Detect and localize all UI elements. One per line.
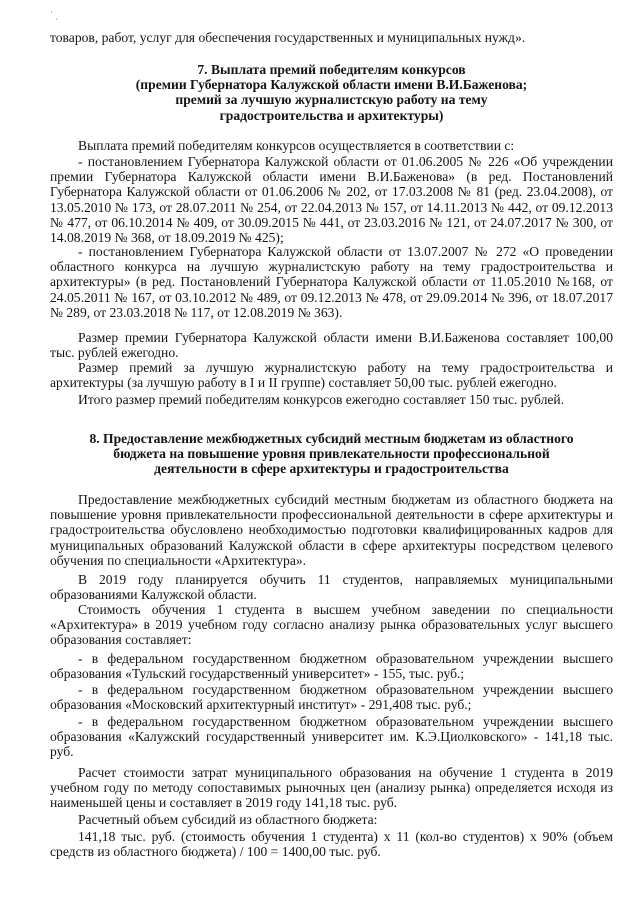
paragraph: - в федеральном государственном бюджетном образовательном учреждении высшего образования «Калужский государственный университет им. К.Э.Циолковского» - 141,18 тыс. руб. [50, 714, 613, 760]
paragraph: - постановлением Губернатора Калужской области от 13.07.2007 № 272 «О проведении областного конкурса на лучшую журналистскую работу на тему градостроительства и архитектуры» (в ред. Постановлений Губернатора Калужской области от 11.05.2010 №168, от 24.05.2011 № 167, от 03.10.2012 № 489, от 09.12.2013 № 478, от 29.09.2014 № 396, от 18.07.2017 № 289, от 23.03.2018 № 117, от 12.08.2019 № 363). [50, 244, 613, 320]
paragraph: Итого размер премий победителям конкурсов ежегодно составляет 150 тыс. рублей. [78, 392, 565, 407]
section-7-title-line: (премии Губернатора Калужской области имени В.И.Баженова; [135, 77, 528, 93]
paragraph: Расчетный объем субсидий из областного бюджета: [78, 812, 378, 827]
paragraph: - в федеральном государственном бюджетном образовательном учреждении высшего образования «Тульский государственный университет» - 155, тыс. руб.; [50, 651, 613, 682]
section-8-title [60, 431, 603, 477]
paragraph: Стоимость обучения 1 студента в высшем учебном заведении по специальности «Архитектура» в 2019 учебном году согласно анализу рынка образовательных услуг высшего образования составляет: [50, 602, 613, 648]
paragraph: Расчет стоимости затрат муниципального образования на обучение 1 студента в 2019 учебном году по методу сопоставимых рыночных цен (анализу рынка) определяется исходя из наименьшей цены и составляет в 2019 году 141,18 тыс. руб. [50, 765, 613, 811]
section-7-title-line: 7. Выплата премий победителям конкурсов [197, 62, 466, 77]
paragraph: - в федеральном государственном бюджетном образовательном учреждении высшего образования «Московский архитектурный институт» - 291,408 тыс. руб.; [50, 682, 613, 713]
paragraph: Размер премий за лучшую журналистскую работу на тему градостроительства и архитектуры (за лучшую работу в I и II группе) составляет 50,00 тыс. рублей ежегодно. [50, 360, 613, 391]
paragraph: Выплата премий победителям конкурсов осуществляется в соответствии с: [78, 138, 515, 153]
section-7-title [60, 62, 603, 123]
section-7-title-line: градостроительства и архитектуры) [219, 107, 444, 123]
continuation-line: товаров, работ, услуг для обеспечения государственных и муниципальных нужд». [50, 30, 526, 45]
paragraph: 141,18 тыс. руб. (стоимость обучения 1 студента) x 11 (кол-во студентов) x 90% (объем средств из областного бюджета) / 100 = 1400,00 тыс. руб. [50, 829, 613, 860]
section-8-title-line: деятельности в сфере архитектуры и градостроительства [154, 461, 509, 477]
paragraph: - постановлением Губернатора Калужской области от 01.06.2005 № 226 «Об учреждении премии Губернатора Калужской области имени В.И.Баженова» (в ред. Постановлений Губернатора Калужской области от 01.06.2006 № 202, от 17.03.2008 № 81 (ред. 23.04.2008), от 13.05.2010 № 173, от 28.07.2011 № 254, от 22.04.2013 № 157, от 14.11.2013 № 442, от 09.12.2013 № 477, от 06.10.2014 № 409, от 30.09.2015 № 441, от 23.03.2016 № 121, от 24.07.2017 № 300, от 14.08.2019 № 368, от 18.09.2019 № 425); [50, 154, 613, 246]
paragraph: Размер премии Губернатора Калужской области имени В.И.Баженова составляет 100,00 тыс. рублей ежегодно. [50, 330, 613, 361]
section-7-title-line: премий за лучшую журналистскую работу на тему [175, 92, 488, 108]
section-8-title-line: 8. Предоставление межбюджетных субсидий местным бюджетам из областного [89, 431, 574, 446]
paragraph: Предоставление межбюджетных субсидий местным бюджетам из областного бюджета на повышение уровня привлекательности профессиональной деятельности в сфере архитектуры и градостроительства обусловлено необходимостью подготовки квалифицированных кадров для муниципальных образований Калужской области в сфере архитектуры посредством целевого обучения по специальности «Архитектура». [50, 492, 613, 568]
scan-marks: ˈ ˌ [50, 10, 59, 20]
paragraph: В 2019 году планируется обучить 11 студентов, направляемых муниципальными образованиями Калужской области. [50, 572, 613, 603]
section-8-title-line: бюджета на повышение уровня привлекательности профессиональной [113, 446, 550, 462]
